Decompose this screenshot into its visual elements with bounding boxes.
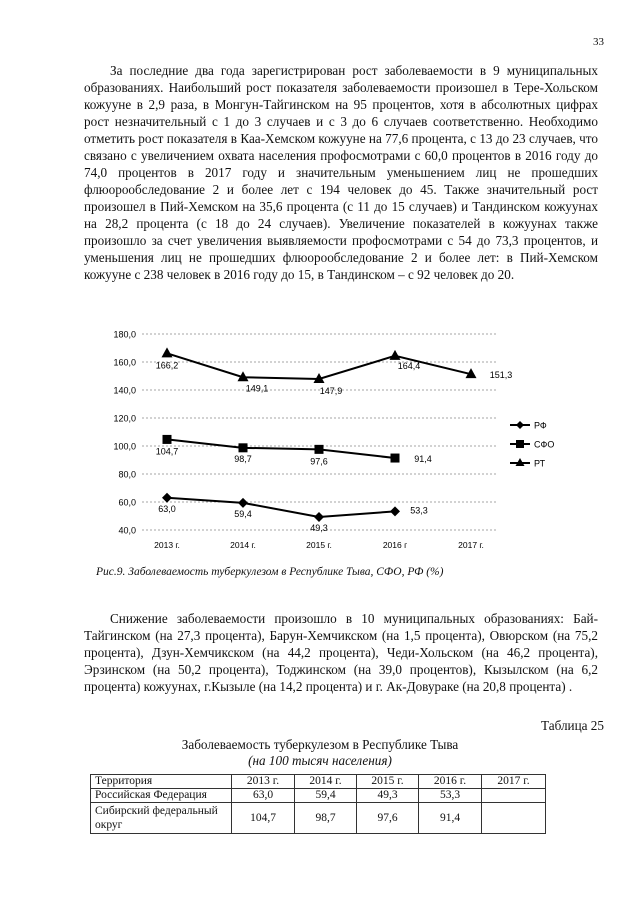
cell-value: 97,6 [357, 803, 419, 834]
y-tick-label: 160,0 [113, 357, 136, 368]
data-point [163, 435, 172, 444]
cell-territory: Сибирский федеральный округ [91, 803, 232, 834]
cell-value: 53,3 [419, 789, 482, 803]
data-label: 49,3 [310, 522, 328, 533]
table-row [91, 803, 546, 834]
legend-marker [516, 440, 524, 448]
data-point [390, 506, 400, 516]
cell-value: 91,4 [419, 803, 482, 834]
chart-svg [96, 324, 616, 560]
legend-marker [516, 421, 524, 429]
legend-label: РТ [534, 458, 546, 469]
table-title-block [0, 737, 640, 769]
cell-value: 104,7 [232, 803, 295, 834]
y-tick-label: 140,0 [113, 385, 136, 396]
x-tick-label: 2013 г. [154, 540, 180, 550]
incidence-table [90, 774, 546, 834]
y-tick-label: 120,0 [113, 413, 136, 424]
table-title: Заболеваемость туберкулезом в Республике Тыва [181, 737, 459, 752]
data-point [391, 454, 400, 463]
x-tick-label: 2014 г. [230, 540, 256, 550]
cell-value: 63,0 [232, 789, 295, 803]
tuberculosis-chart [96, 324, 616, 560]
header-2017: 2017 г. [482, 775, 546, 789]
cell-value [482, 789, 546, 803]
data-label: 97,6 [310, 456, 328, 467]
paragraph-growth: За последние два года зарегистрирован рост заболеваемости в 9 муниципальных образованиях. Наибольший рост показателя заболеваемости произошел в Тере-Хольском кожууне в 2,9 раза, в Монгун-Тайгинском на 95 процентов, хотя в абсолютных цифрах рост незначительный с 1 до 3 случаев и с 3 до 6 случаев соответственно. Необходимо отметить рост показателя в Каа-Хемском кожууне на 77,6 процента, с 13 до 23 случаев, что связано с увеличением охвата населения профосмотрами с 60,0 процентов в 2016 году до 74,0 процентов в 2017 году и значительным уменьшением лиц не прошедших флюорообследование 2 и более лет с 194 человек до 45. Также значительный рост произошел в Пий-Хемском на 35,6 процента (с 11 до 15 случаев) и Тандинском кожуунах на 28,2 процента (с 18 до 24 случаев). Увеличение показателей в кожуунах также произошло за счет увеличения выявляемости профосмотрами с 54 до 73,3 процентов, и уменьшения лиц не прошедших флюорообследование 2 и более лет: в Пий-Хемском кожууне с 238 человек в 2016 году до 15, в Тандинском – с 92 человек до 20. [84, 63, 598, 282]
x-tick-label: 2016 г [382, 540, 408, 550]
table-header-row [91, 775, 546, 789]
data-point [162, 493, 172, 503]
header-2016: 2016 г. [419, 775, 482, 789]
legend-label: РФ [534, 420, 547, 431]
data-point [314, 512, 324, 522]
data-label: 164,4 [397, 360, 421, 371]
data-label: 149,1 [245, 383, 269, 394]
legend-label: СФО [534, 439, 555, 450]
cell-value: 98,7 [295, 803, 357, 834]
data-label: 59,4 [234, 508, 252, 519]
data-label: 63,0 [158, 503, 176, 514]
paragraph-decline: Снижение заболеваемости произошло в 10 муниципальных образованиях: Бай-Тайгинском (на 27,3 процента), Барун-Хемчикском (на 1,5 процента), Овюрском (на 75,2 процента), Дзун-Хемчикском (на 44,2 процента), Чеди-Хольском (на 46,2 процента), Эрзинском (на 50,2 процента), Тоджинском (на 39,0 процентов), Кызылском (на 6,2 процента) кожуунах, г.Кызыле (на 14,2 процента) и г. Ак-Довураке (на 20,8 процента) . [84, 611, 598, 694]
table-label: Таблица 25 [541, 718, 604, 733]
data-label: 151,3 [489, 370, 513, 381]
data-label: 104,7 [155, 446, 179, 457]
y-tick-label: 40,0 [118, 525, 136, 536]
x-tick-label: 2015 г. [306, 540, 332, 550]
y-tick-label: 60,0 [118, 497, 136, 508]
header-territory: Территория [91, 775, 232, 789]
header-2015: 2015 г. [357, 775, 419, 789]
data-point [390, 350, 401, 360]
header-2014: 2014 г. [295, 775, 357, 789]
data-label: 98,7 [234, 453, 252, 464]
y-tick-label: 100,0 [113, 441, 136, 452]
data-point [238, 498, 248, 508]
y-tick-label: 180,0 [113, 329, 136, 340]
y-tick-label: 80,0 [118, 469, 136, 480]
series-line-РФ [167, 498, 395, 517]
x-tick-label: 2017 г. [458, 540, 484, 550]
page-number: 33 [593, 36, 604, 48]
data-label: 166,2 [155, 360, 179, 371]
data-point [315, 445, 324, 454]
data-point [239, 443, 248, 452]
cell-value: 49,3 [357, 789, 419, 803]
figure-caption: Рис.9. Заболеваемость туберкулезом в Республике Тыва, СФО, РФ (%) [96, 566, 444, 578]
cell-value: 59,4 [295, 789, 357, 803]
data-point [162, 347, 173, 357]
series-line-СФО [167, 439, 395, 458]
cell-territory: Российская Федерация [91, 789, 232, 803]
header-2013: 2013 г. [232, 775, 295, 789]
data-label: 53,3 [410, 505, 428, 516]
table-subtitle: (на 100 тысяч населения) [248, 753, 392, 768]
data-label: 147,9 [319, 385, 343, 396]
cell-value [482, 803, 546, 834]
table-row [91, 789, 546, 803]
data-label: 91,4 [414, 454, 432, 465]
